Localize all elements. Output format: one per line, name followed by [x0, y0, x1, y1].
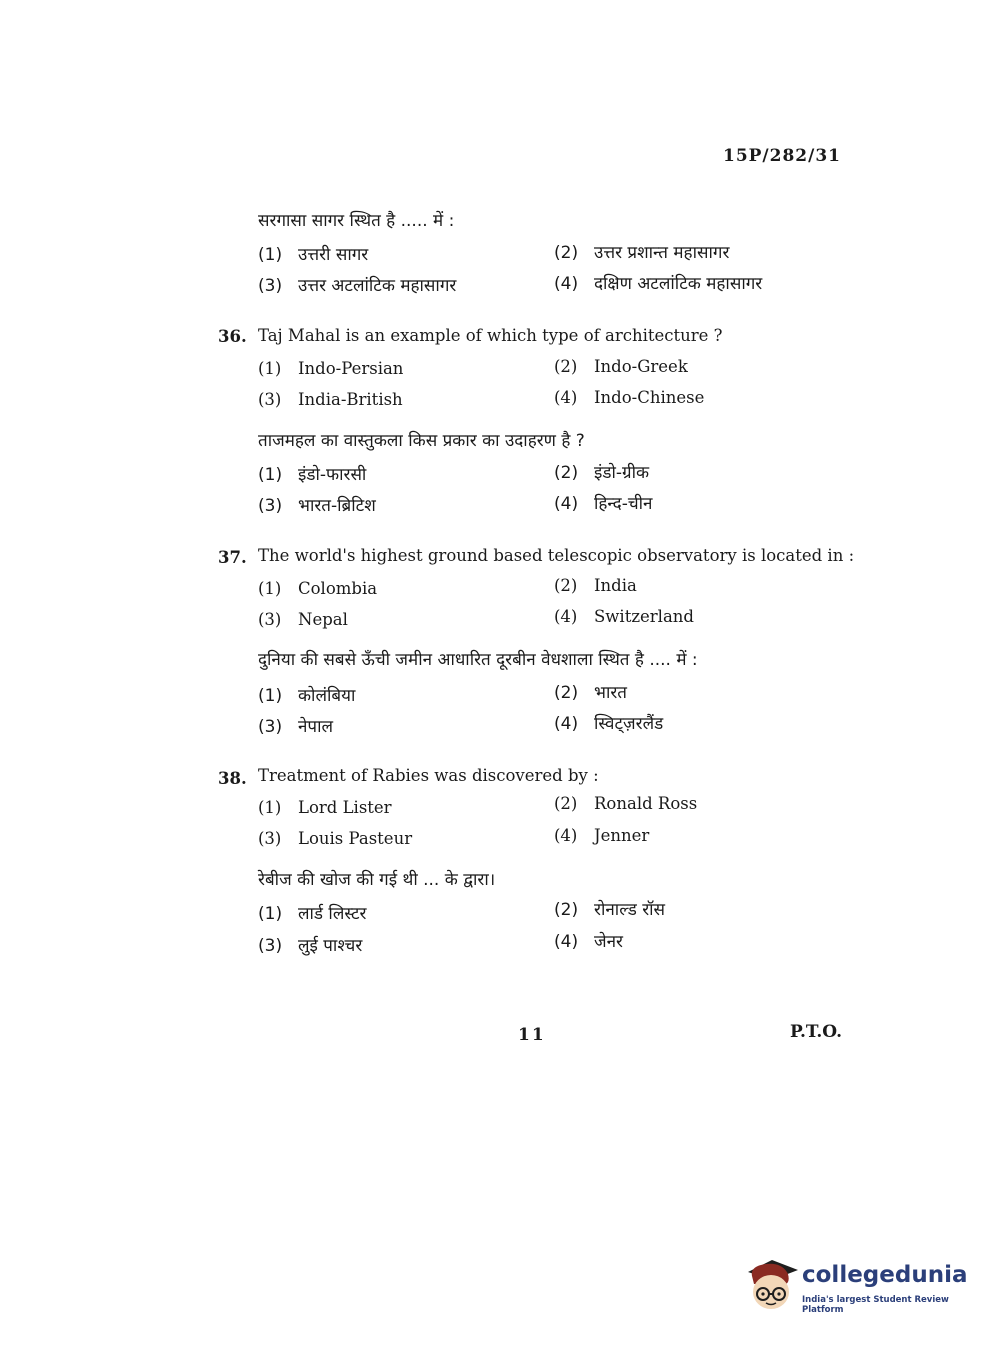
option-1: (1) Indo-Persian	[258, 359, 404, 378]
question-number: 37.	[218, 548, 247, 567]
collegedunia-logo	[742, 1250, 972, 1320]
option-2: (2) उत्तर प्रशान्त महासागर	[554, 243, 730, 263]
option-1-hindi: (1) कोलंबिया	[258, 686, 356, 706]
option-2: (2) Indo-Greek	[554, 357, 688, 376]
option-1: (1) Lord Lister	[258, 798, 392, 817]
option-2-hindi: (2) भारत	[554, 683, 627, 703]
question-stem: Taj Mahal is an example of which type of architecture ?	[258, 326, 723, 345]
option-1: (1) उत्तरी सागर	[258, 245, 369, 265]
option-3: (3) Nepal	[258, 610, 348, 629]
paper-code: 15P/282/31	[722, 146, 841, 166]
option-3: (3) India-British	[258, 390, 403, 409]
option-4: (4) Indo-Chinese	[554, 388, 705, 407]
logo-brand-text: collegedunia	[802, 1262, 968, 1288]
option-2-hindi: (2) रोनाल्ड रॉस	[554, 900, 666, 920]
option-4-hindi: (4) हिन्द-चीन	[554, 494, 653, 514]
option-4-hindi: (4) स्विट्ज़रलैंड	[554, 714, 664, 734]
question-stem-hindi: सरगासा सागर स्थित है ..... में :	[258, 211, 455, 231]
question-number: 38.	[218, 769, 247, 788]
question-stem-hindi: ताजमहल का वास्तुकला किस प्रकार का उदाहरण है ?	[258, 431, 585, 451]
option-2: (2) Ronald Ross	[554, 794, 698, 813]
option-4-hindi: (4) जेनर	[554, 932, 624, 952]
option-1: (1) Colombia	[258, 579, 378, 598]
option-4: (4) Switzerland	[554, 607, 694, 626]
option-2-hindi: (2) इंडो-ग्रीक	[554, 463, 650, 483]
question-stem: Treatment of Rabies was discovered by :	[258, 766, 599, 785]
option-3-hindi: (3) नेपाल	[258, 717, 334, 737]
option-3: (3) Louis Pasteur	[258, 829, 413, 848]
option-2: (2) India	[554, 576, 637, 595]
question-stem: The world's highest ground based telescopic observatory is located in :	[258, 546, 855, 565]
option-4: (4) Jenner	[554, 826, 650, 845]
option-1-hindi: (1) लार्ड लिस्टर	[258, 904, 367, 924]
option-4: (4) दक्षिण अटलांटिक महासागर	[554, 274, 763, 294]
question-stem-hindi: रेबीज की खोज की गई थी ... के द्वारा।	[258, 870, 496, 890]
option-3-hindi: (3) लुई पाश्चर	[258, 936, 363, 956]
option-1-hindi: (1) इंडो-फारसी	[258, 465, 367, 485]
option-3-hindi: (3) भारत-ब्रिटिश	[258, 496, 376, 516]
question-stem-hindi: दुनिया की सबसे ऊँची जमीन आधारित दूरबीन वेधशाला स्थित है .... में :	[258, 650, 698, 670]
question-number: 36.	[218, 327, 247, 346]
option-3: (3) उत्तर अटलांटिक महासागर	[258, 276, 457, 296]
page-number: 11	[518, 1025, 546, 1045]
pto-label: P.T.O.	[790, 1022, 842, 1042]
mascot-face-icon	[742, 1254, 800, 1314]
logo-tagline: India's largest Student Review Platform	[802, 1295, 949, 1315]
